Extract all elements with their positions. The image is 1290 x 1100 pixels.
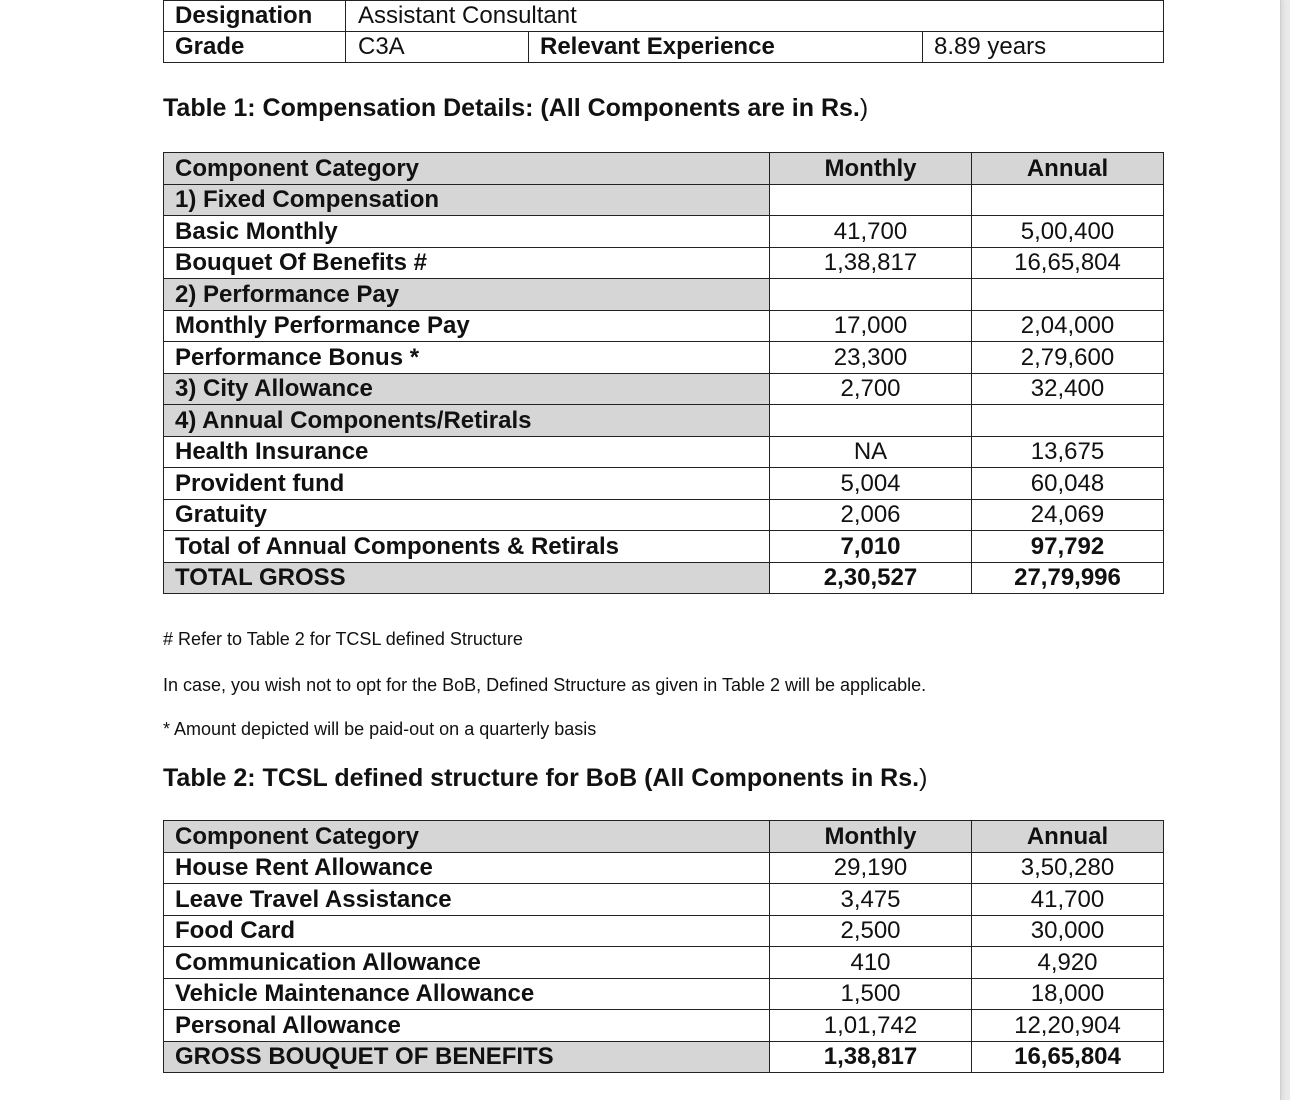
row-annual: 4,920 (972, 947, 1164, 979)
table1-caption (163, 94, 868, 123)
row-label: Personal Allowance (164, 1010, 770, 1042)
row-monthly (770, 405, 972, 437)
row-monthly: 17,000 (770, 310, 972, 342)
row-annual: 30,000 (972, 915, 1164, 947)
table-row (164, 310, 1164, 342)
row-monthly: 3,475 (770, 884, 972, 916)
grade-row (164, 32, 1164, 63)
table-row (164, 468, 1164, 500)
table2-caption-text: Table 2: TCSL defined structure for BoB (All Components in Rs. (163, 764, 920, 792)
row-label: GROSS BOUQUET OF BENEFITS (164, 1041, 770, 1073)
row-monthly: 1,500 (770, 978, 972, 1010)
row-annual: 3,50,280 (972, 852, 1164, 884)
table2-caption-tail: ) (919, 764, 928, 792)
note-quarterly: * Amount depicted will be paid-out on a quarterly basis (163, 719, 597, 739)
row-annual: 16,65,804 (972, 1041, 1164, 1073)
row-label: Provident fund (164, 468, 770, 500)
row-annual: 2,79,600 (972, 342, 1164, 374)
row-monthly: 2,700 (770, 373, 972, 405)
row-monthly (770, 279, 972, 311)
row-annual: 16,65,804 (972, 247, 1164, 279)
row-label: Leave Travel Assistance (164, 884, 770, 916)
row-monthly: 1,01,742 (770, 1010, 972, 1042)
grade-value: C3A (346, 32, 529, 63)
table-row (164, 499, 1164, 531)
table-row (164, 373, 1164, 405)
table1-header-monthly: Monthly (770, 153, 972, 185)
row-annual: 24,069 (972, 499, 1164, 531)
experience-value: 8.89 years (923, 32, 1164, 63)
table-row (164, 247, 1164, 279)
row-label: 3) City Allowance (164, 373, 770, 405)
row-monthly: 410 (770, 947, 972, 979)
table-row (164, 216, 1164, 248)
row-monthly (770, 184, 972, 216)
row-label: TOTAL GROSS (164, 562, 770, 594)
row-annual: 60,048 (972, 468, 1164, 500)
row-monthly: 1,38,817 (770, 247, 972, 279)
row-annual: 18,000 (972, 978, 1164, 1010)
row-monthly: 41,700 (770, 216, 972, 248)
row-annual: 13,675 (972, 436, 1164, 468)
table1-header-row (164, 153, 1164, 185)
row-label: Total of Annual Components & Retirals (164, 531, 770, 563)
row-label: 2) Performance Pay (164, 279, 770, 311)
table-row (164, 184, 1164, 216)
row-label: 4) Annual Components/Retirals (164, 405, 770, 437)
compensation-table (163, 152, 1164, 594)
row-label: House Rent Allowance (164, 852, 770, 884)
row-monthly: 23,300 (770, 342, 972, 374)
row-monthly: NA (770, 436, 972, 468)
row-monthly: 1,38,817 (770, 1041, 972, 1073)
row-annual: 5,00,400 (972, 216, 1164, 248)
table2-header-annual: Annual (972, 821, 1164, 853)
table-row (164, 279, 1164, 311)
table-row (164, 436, 1164, 468)
row-label: Monthly Performance Pay (164, 310, 770, 342)
table2-header-category: Component Category (164, 821, 770, 853)
row-annual: 97,792 (972, 531, 1164, 563)
table-row (164, 342, 1164, 374)
table1-caption-tail: ) (859, 94, 869, 122)
note-refer-table2: # Refer to Table 2 for TCSL defined Structure (163, 629, 523, 649)
designation-value: Assistant Consultant (346, 1, 1164, 32)
row-monthly: 2,006 (770, 499, 972, 531)
row-monthly: 7,010 (770, 531, 972, 563)
table-row (164, 947, 1164, 979)
row-label: Performance Bonus * (164, 342, 770, 374)
row-annual (972, 279, 1164, 311)
note-bob-opt-out: In case, you wish not to opt for the BoB, Defined Structure as given in Table 2 will be applicable. (163, 675, 927, 695)
table1-header-category: Component Category (164, 153, 770, 185)
designation-row (164, 1, 1164, 32)
table-row (164, 852, 1164, 884)
row-label: Basic Monthly (164, 216, 770, 248)
row-label: 1) Fixed Compensation (164, 184, 770, 216)
experience-label: Relevant Experience (529, 32, 923, 63)
table-row (164, 915, 1164, 947)
designation-label: Designation (164, 1, 346, 32)
table-row (164, 1010, 1164, 1042)
row-monthly: 2,30,527 (770, 562, 972, 594)
table1-caption-text: Table 1: Compensation Details: (All Components are in Rs. (163, 94, 860, 122)
bob-structure-table (163, 820, 1164, 1073)
row-annual: 2,04,000 (972, 310, 1164, 342)
row-label: Communication Allowance (164, 947, 770, 979)
employee-info-table (163, 0, 1164, 63)
row-label: Food Card (164, 915, 770, 947)
table1-header-annual: Annual (972, 153, 1164, 185)
row-annual: 41,700 (972, 884, 1164, 916)
row-monthly: 2,500 (770, 915, 972, 947)
table-row (164, 405, 1164, 437)
row-label: Gratuity (164, 499, 770, 531)
table2-header-monthly: Monthly (770, 821, 972, 853)
gross-bob-row (164, 1041, 1164, 1073)
row-annual: 27,79,996 (972, 562, 1164, 594)
table-row (164, 978, 1164, 1010)
table2-header-row (164, 821, 1164, 853)
table2-caption (163, 764, 927, 793)
row-label: Health Insurance (164, 436, 770, 468)
row-monthly: 29,190 (770, 852, 972, 884)
row-monthly: 5,004 (770, 468, 972, 500)
grade-label: Grade (164, 32, 346, 63)
table-row (164, 884, 1164, 916)
total-gross-row (164, 562, 1164, 594)
row-annual: 32,400 (972, 373, 1164, 405)
row-label: Bouquet Of Benefits # (164, 247, 770, 279)
row-annual (972, 405, 1164, 437)
row-annual (972, 184, 1164, 216)
table-row (164, 531, 1164, 563)
row-annual: 12,20,904 (972, 1010, 1164, 1042)
row-label: Vehicle Maintenance Allowance (164, 978, 770, 1010)
